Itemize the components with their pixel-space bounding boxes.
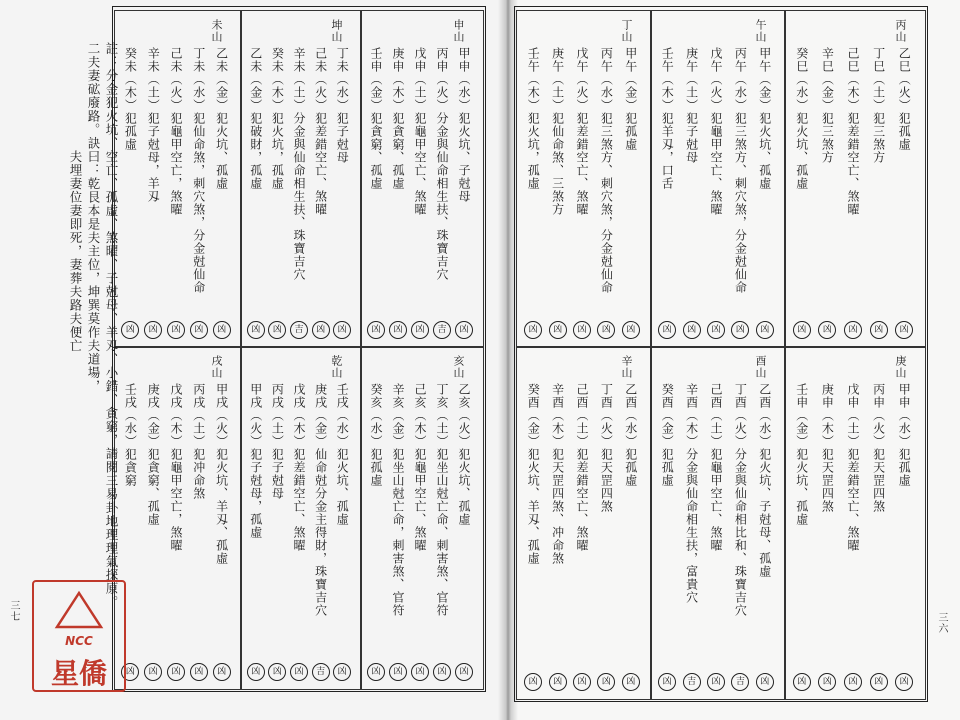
verdict-badge: 凶 xyxy=(389,663,407,681)
mountain-panel xyxy=(784,346,926,700)
mountain-label: 丙山 xyxy=(894,19,907,43)
verdict-badge: 凶 xyxy=(333,321,351,339)
ganzhi-entry: 丙申（火）犯天罡四煞 xyxy=(871,383,886,513)
verdict-badge: 凶 xyxy=(870,673,888,691)
verdict-badge: 凶 xyxy=(549,673,567,691)
verdict-badge: 凶 xyxy=(333,663,351,681)
verdict-badge: 吉 xyxy=(683,673,701,691)
verdict-badge: 凶 xyxy=(411,321,429,339)
mountain-panel xyxy=(240,10,362,348)
verdict-badge: 凶 xyxy=(597,673,615,691)
ganzhi-entry: 丁未（水）犯子尅母 xyxy=(335,47,350,164)
ganzhi-entry: 丁亥（土）犯坐山尅亡命、刺害煞、官符 xyxy=(435,383,449,617)
ganzhi-entry: 戊午（火）犯龜甲空亡、煞曜 xyxy=(709,47,723,216)
ganzhi-entry: 乙酉（水）犯火坑、子尅母、孤虛 xyxy=(757,383,772,578)
ganzhi-entry: 癸酉（金）犯孤虛 xyxy=(660,383,675,487)
mountain-panel xyxy=(360,10,484,348)
verdict-badge: 凶 xyxy=(622,673,640,691)
mountain-label: 丁山 xyxy=(620,19,633,43)
mountain-panel xyxy=(784,10,926,348)
mountain-panel xyxy=(516,10,652,348)
verdict-badge: 凶 xyxy=(597,321,615,339)
verdict-badge: 凶 xyxy=(268,663,286,681)
verdict-badge: 凶 xyxy=(247,321,265,339)
ganzhi-entry: 乙酉（水）犯孤虛 xyxy=(623,383,638,487)
page-number-right: 三六 xyxy=(936,612,947,634)
verdict-badge: 凶 xyxy=(367,321,385,339)
verdict-badge: 凶 xyxy=(290,663,308,681)
triangle-icon xyxy=(54,590,104,630)
ganzhi-entry: 丙午（水）犯三煞方、刺穴煞，分金尅仙命 xyxy=(733,47,748,294)
mountain-label: 辛山 xyxy=(620,355,633,379)
ganzhi-entry: 庚午（土）犯仙命煞、三煞方 xyxy=(550,47,565,216)
ganzhi-entry: 辛未（土）犯子尅母，羊刄 xyxy=(146,47,161,203)
ganzhi-entry: 己巳（木）犯差錯空亡、煞曜 xyxy=(846,47,860,216)
verdict-badge: 凶 xyxy=(895,321,913,339)
ganzhi-entry: 壬午（木）犯羊刄，口舌 xyxy=(660,47,675,190)
verdict-badge: 凶 xyxy=(793,321,811,339)
ganzhi-entry: 庚戌（金）犯貪窮、孤虛 xyxy=(146,383,161,526)
verdict-badge: 凶 xyxy=(731,321,749,339)
verdict-badge: 凶 xyxy=(707,673,725,691)
note-line-2: 二夫妻砿廢路。訣曰：乾艮本是夫主位，坤巽莫作夫道場， xyxy=(86,42,101,393)
mountain-label: 酉山 xyxy=(754,355,767,379)
mountain-label: 未山 xyxy=(210,19,223,43)
mountain-panel xyxy=(114,346,242,690)
ganzhi-entry: 丙午（水）犯三煞方、刺穴煞，分金尅仙命 xyxy=(599,47,614,294)
verdict-badge: 凶 xyxy=(793,673,811,691)
verdict-badge: 凶 xyxy=(844,321,862,339)
verdict-badge: 凶 xyxy=(844,673,862,691)
verdict-badge: 凶 xyxy=(167,663,185,681)
ganzhi-entry: 庚申（木）犯貪窮、孤虛 xyxy=(391,47,405,190)
verdict-badge: 凶 xyxy=(818,673,836,691)
verdict-badge: 吉 xyxy=(290,321,308,339)
ganzhi-entry: 壬申（金）犯貪窮、孤虛 xyxy=(369,47,383,190)
page-number-left: 三七 xyxy=(8,600,19,622)
ganzhi-entry: 丙戌（土）犯子尅母 xyxy=(270,383,285,500)
ganzhi-entry: 壬戌（水）犯貪窮 xyxy=(123,383,138,487)
verdict-badge: 凶 xyxy=(411,663,429,681)
verdict-badge: 吉 xyxy=(731,673,749,691)
ganzhi-entry: 癸亥（水）犯孤虛 xyxy=(369,383,383,487)
verdict-badge: 吉 xyxy=(433,321,451,339)
ganzhi-entry: 戊申（土）犯龜甲空亡、煞曜 xyxy=(413,47,427,216)
verdict-badge: 凶 xyxy=(144,321,162,339)
verdict-badge: 凶 xyxy=(389,321,407,339)
mountain-panel xyxy=(650,10,786,348)
verdict-badge: 凶 xyxy=(870,321,888,339)
mountain-label: 亥山 xyxy=(452,355,465,379)
ganzhi-entry: 庚午（土）犯子尅母 xyxy=(684,47,699,164)
stamp-zh: 星僑 xyxy=(50,657,107,690)
ganzhi-entry: 丁酉（火）犯天罡四煞 xyxy=(599,383,614,513)
ganzhi-entry: 辛亥（金）犯坐山尅亡命，刺害煞、官符 xyxy=(391,383,405,617)
verdict-badge: 凶 xyxy=(213,663,231,681)
ganzhi-entry: 己酉（土）犯差錯空亡、煞曜 xyxy=(575,383,589,552)
verdict-badge: 凶 xyxy=(312,321,330,339)
ganzhi-entry: 壬午（木）犯火坑，孤虛 xyxy=(526,47,541,190)
ganzhi-entry: 辛巳（金）犯三煞方 xyxy=(820,47,835,164)
stamp-en: NCC xyxy=(65,634,93,648)
verdict-badge: 凶 xyxy=(573,673,591,691)
ganzhi-entry: 己酉（土）犯龜甲空亡、煞曜 xyxy=(709,383,723,552)
ganzhi-entry: 癸未（木）犯孤虛 xyxy=(123,47,138,151)
ganzhi-entry: 甲戌（火）犯火坑、羊刄、孤虛 xyxy=(214,383,229,565)
ganzhi-entry: 壬申（金）犯火坑、孤虛 xyxy=(794,383,809,526)
verdict-badge: 凶 xyxy=(121,321,139,339)
note-line-1: 註：分金犯火坑、空亡、孤虛、煞曜、子尅母、羊刄、小錯、貪窮，請閱三易卦地理理氣探原。 xyxy=(104,42,119,609)
ganzhi-entry: 丁未（水）犯仙命煞，刺穴煞，分金尅仙命 xyxy=(191,47,206,294)
verdict-badge: 凶 xyxy=(549,321,567,339)
ganzhi-entry: 丁巳（土）犯三煞方 xyxy=(871,47,886,164)
ganzhi-entry: 甲午（金）犯孤虛 xyxy=(623,47,638,151)
ganzhi-entry: 癸未（木）犯火坑，孤虛 xyxy=(270,47,285,190)
verdict-badge: 凶 xyxy=(167,321,185,339)
verdict-badge: 凶 xyxy=(573,321,591,339)
ganzhi-entry: 己亥（木）犯龜甲空亡、煞曜 xyxy=(413,383,427,552)
ganzhi-entry: 辛未（土）分金與仙命相生扶、珠寶吉穴 xyxy=(292,47,306,281)
mountain-label: 乾山 xyxy=(330,355,343,379)
ganzhi-entry: 辛酉（木）分金與仙命相生扶，富貴穴 xyxy=(684,383,699,604)
ganzhi-entry: 己未（火）犯龜甲空亡，煞曜 xyxy=(169,47,183,216)
ganzhi-entry: 甲戌（火）犯子尅母，孤虛 xyxy=(248,383,263,539)
ganzhi-entry: 乙亥（火）犯火坑、孤虛 xyxy=(457,383,471,526)
ganzhi-entry: 丙戌（土）犯冲命煞 xyxy=(191,383,206,500)
mountain-label: 坤山 xyxy=(330,19,343,43)
ganzhi-entry: 甲申（水）犯火坑、子尅母 xyxy=(457,47,471,203)
publisher-stamp-logo xyxy=(32,580,126,692)
mountain-panel xyxy=(516,346,652,700)
ganzhi-entry: 庚申（木）犯天罡四煞 xyxy=(820,383,835,513)
verdict-badge: 凶 xyxy=(247,663,265,681)
mountain-panel xyxy=(240,346,362,690)
ganzhi-entry: 乙巳（火）犯孤虛 xyxy=(897,47,912,151)
ganzhi-entry: 丙申（火）分金與仙命相生扶、珠寶吉穴 xyxy=(435,47,449,281)
verdict-badge: 凶 xyxy=(268,321,286,339)
verdict-badge: 凶 xyxy=(455,321,473,339)
verdict-badge: 凶 xyxy=(658,673,676,691)
ganzhi-entry: 庚戌（金）仙命尅分金主得財，珠寶吉穴 xyxy=(313,383,328,617)
verdict-badge: 凶 xyxy=(756,673,774,691)
ganzhi-entry: 戊申（土）犯差錯空亡、煞曜 xyxy=(846,383,860,552)
ganzhi-entry: 癸酉（金）犯火坑、羊刄、孤虛 xyxy=(526,383,541,565)
mountain-label: 申山 xyxy=(452,19,465,43)
mountain-panel xyxy=(650,346,786,700)
verdict-badge: 凶 xyxy=(121,663,139,681)
verdict-badge: 吉 xyxy=(312,663,330,681)
mountain-label: 午山 xyxy=(754,19,767,43)
ganzhi-entry: 乙未（金）犯火坑、孤虛 xyxy=(214,47,229,190)
ganzhi-entry: 乙未（金）犯破財，孤虛 xyxy=(248,47,263,190)
verdict-badge: 凶 xyxy=(455,663,473,681)
ganzhi-entry: 壬戌（水）犯火坑、孤虛 xyxy=(335,383,350,526)
verdict-badge: 凶 xyxy=(707,321,725,339)
verdict-badge: 凶 xyxy=(818,321,836,339)
verdict-badge: 凶 xyxy=(190,663,208,681)
ganzhi-entry: 戊戌（木）犯龜甲空亡，煞曜 xyxy=(169,383,183,552)
verdict-badge: 凶 xyxy=(144,663,162,681)
mountain-label: 戌山 xyxy=(210,355,223,379)
ganzhi-entry: 戊午（火）犯差錯空亡、煞曜 xyxy=(575,47,589,216)
verdict-badge: 凶 xyxy=(524,673,542,691)
ganzhi-entry: 癸巳（水）犯火坑、孤虛 xyxy=(794,47,809,190)
verdict-badge: 凶 xyxy=(524,321,542,339)
note-line-3: 夫埋妻位妻即死，妻葬夫路夫便亡 xyxy=(68,150,83,353)
verdict-badge: 凶 xyxy=(895,673,913,691)
verdict-badge: 凶 xyxy=(433,663,451,681)
mountain-label: 庚山 xyxy=(894,355,907,379)
verdict-badge: 凶 xyxy=(190,321,208,339)
ganzhi-entry: 己未（火）犯差錯空亡、煞曜 xyxy=(313,47,328,216)
ganzhi-entry: 丁酉（火）分金與仙命相比和、珠寶吉穴 xyxy=(733,383,748,617)
mountain-panel xyxy=(360,346,484,690)
verdict-badge: 凶 xyxy=(213,321,231,339)
verdict-badge: 凶 xyxy=(683,321,701,339)
verdict-badge: 凶 xyxy=(756,321,774,339)
ganzhi-entry: 甲午（金）犯火坑、孤虛 xyxy=(757,47,772,190)
ganzhi-entry: 甲申（水）犯孤虛 xyxy=(897,383,912,487)
verdict-badge: 凶 xyxy=(658,321,676,339)
verdict-badge: 凶 xyxy=(622,321,640,339)
ganzhi-entry: 辛酉（木）犯天罡四煞、冲命煞 xyxy=(550,383,565,565)
verdict-badge: 凶 xyxy=(367,663,385,681)
mountain-panel xyxy=(114,10,242,348)
ganzhi-entry: 戊戌（木）犯差錯空亡、煞曜 xyxy=(292,383,306,552)
